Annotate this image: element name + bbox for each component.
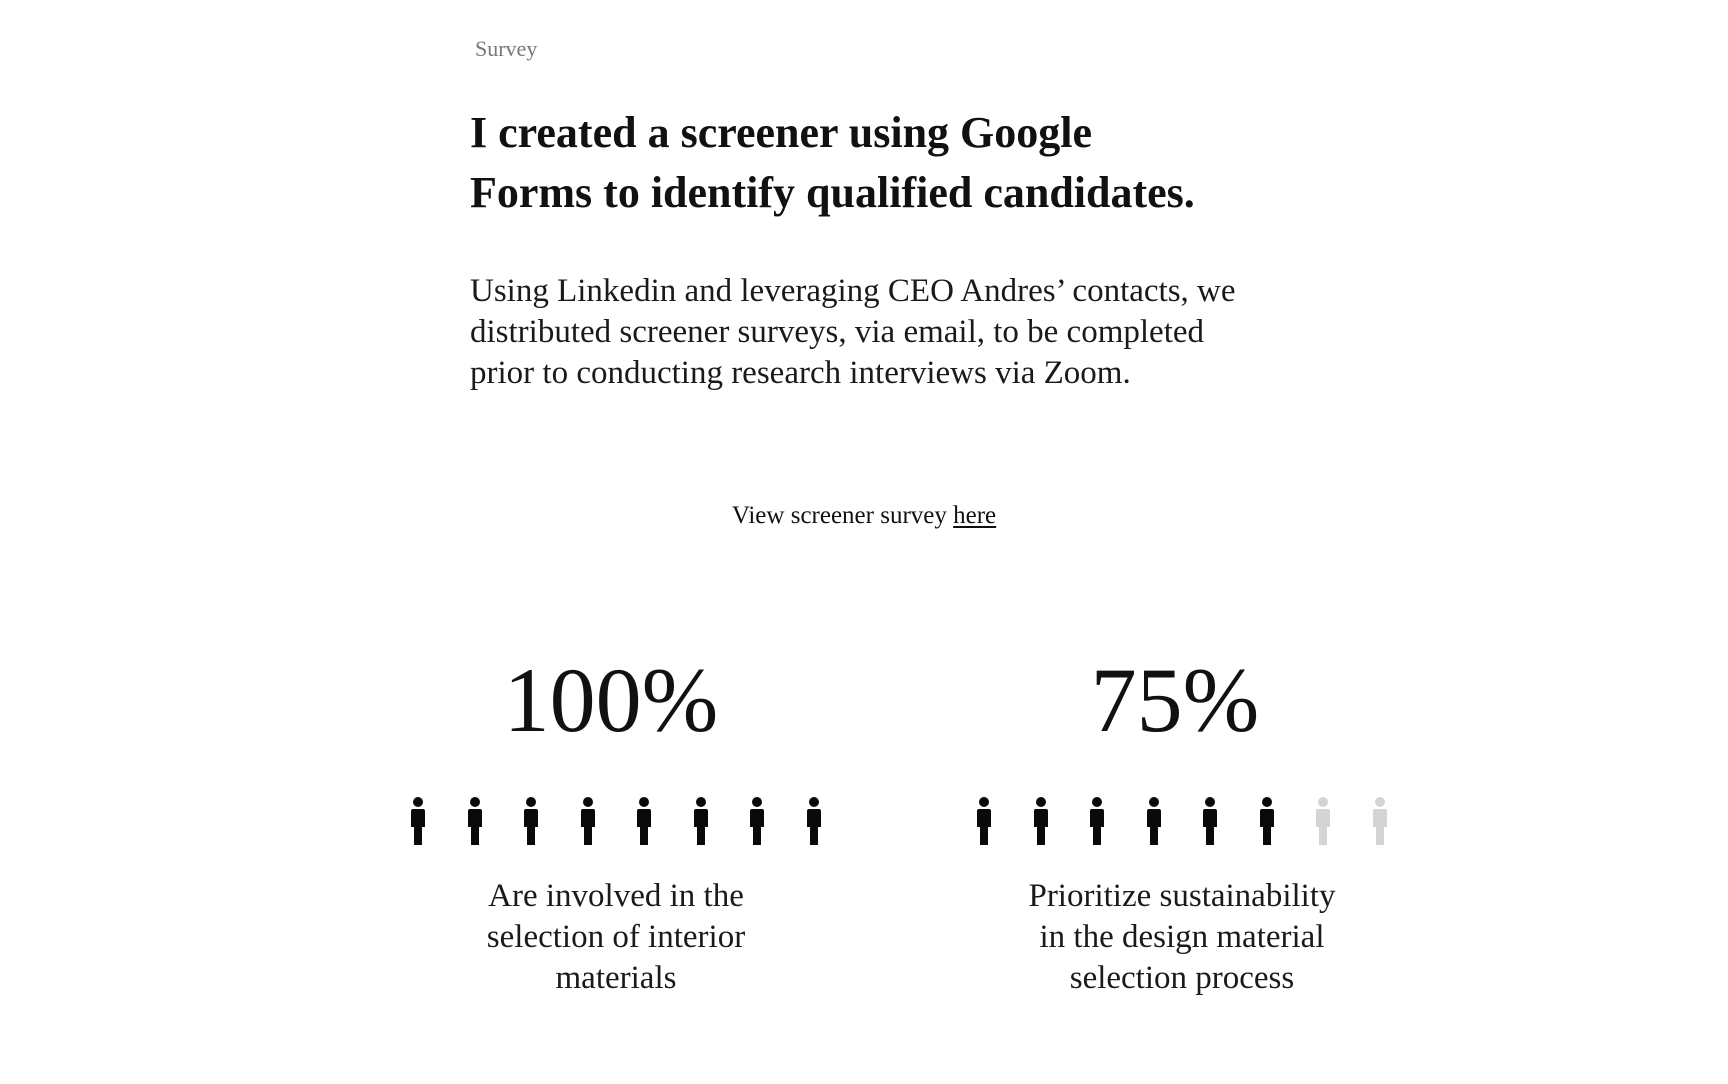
person-icon-filled — [1031, 797, 1051, 845]
stat-block-involved — [336, 640, 896, 760]
person-icon-filled — [1257, 797, 1277, 845]
stat-block-sustainability — [900, 640, 1460, 760]
page-headline — [470, 103, 1370, 223]
stat-caption-sustainability-line-2: in the design material — [1039, 919, 1325, 955]
screener-survey-prefix: View screener survey — [731, 502, 954, 529]
person-icon-empty — [1313, 797, 1333, 845]
person-icon-filled — [634, 797, 654, 845]
stat-caption-involved-line-1: Are involved in the — [488, 878, 744, 914]
stat-value-sustainability: 75% — [1090, 649, 1260, 751]
stat-caption-involved-line-3: materials — [555, 960, 677, 996]
stat-caption-sustainability — [962, 876, 1402, 999]
person-icon-filled — [1200, 797, 1220, 845]
person-icon-filled — [521, 797, 541, 845]
section-label: Survey — [475, 36, 538, 61]
person-icon-filled — [1144, 797, 1164, 845]
person-icon-filled — [974, 797, 994, 845]
intro-paragraph — [470, 271, 1350, 394]
screener-survey-line — [0, 502, 1728, 530]
headline-line-1: I created a screener using Google — [470, 108, 1093, 157]
person-icon-filled — [1087, 797, 1107, 845]
stat-caption-involved-line-2: selection of interior — [486, 919, 746, 955]
stat-value-involved: 100% — [503, 649, 719, 751]
person-icon-filled — [578, 797, 598, 845]
intro-line-2: distributed screener surveys, via email, to be completed — [470, 314, 1205, 350]
headline-line-2: Forms to identify qualified candidates. — [470, 168, 1195, 217]
stat-caption-sustainability-line-3: selection process — [1069, 960, 1295, 996]
person-icon-filled — [804, 797, 824, 845]
stat-caption-sustainability-line-1: Prioritize sustainability — [1028, 878, 1336, 914]
stat-caption-involved — [396, 876, 836, 999]
intro-line-1: Using Linkedin and leveraging CEO Andres’ contacts, we — [470, 273, 1236, 309]
person-icon-empty — [1370, 797, 1390, 845]
person-icon-filled — [465, 797, 485, 845]
person-icon-filled — [408, 797, 428, 845]
screener-survey-link[interactable]: here — [953, 502, 997, 529]
person-icon-filled — [691, 797, 711, 845]
person-icon-filled — [747, 797, 767, 845]
intro-line-3: prior to conducting research interviews via Zoom. — [470, 355, 1131, 391]
